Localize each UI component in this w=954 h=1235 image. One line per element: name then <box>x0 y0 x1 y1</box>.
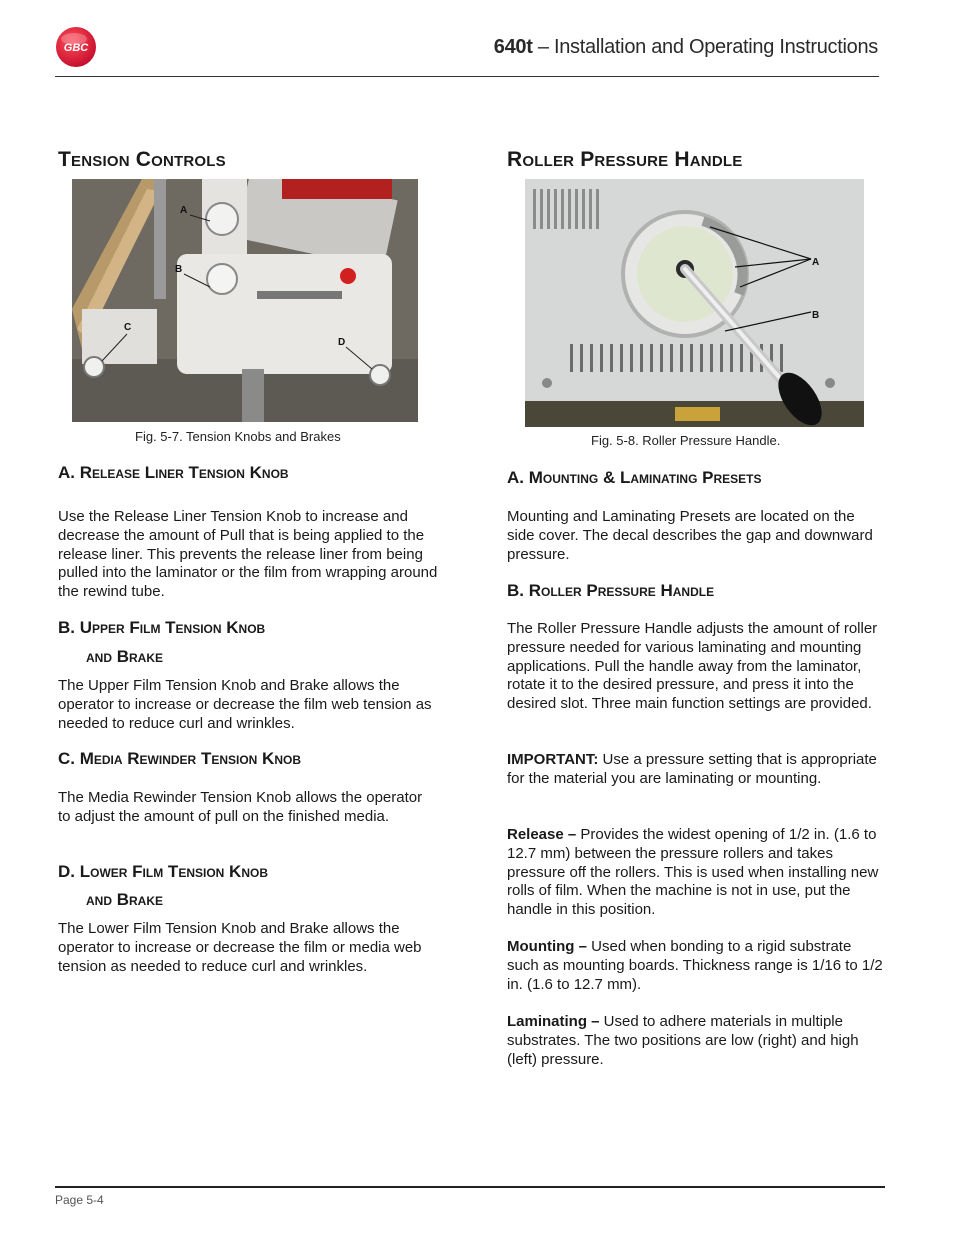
body-roller-pressure-handle: The Roller Pressure Handle adjusts the amount of roller pressure needed for various laminating and mounting applications. Pull the handle away from the laminator, rotate it to the desired pressure, and press it into the desired slot. Three main function settings are provided. <box>507 620 878 713</box>
heading-roller-pressure-handle: B. Roller Pressure Handle <box>507 581 715 600</box>
important-body: Use a pressure setting that is appropriate for the material you are laminating or mounting. <box>507 751 877 787</box>
mounting-label: Mounting – <box>507 938 587 955</box>
header-divider <box>55 76 879 77</box>
figure-tension-knobs-photo <box>72 179 418 422</box>
body-mounting-laminating-presets: Mounting and Laminating Presets are located on the side cover. The decal describes the gap and downward pressure. <box>507 508 873 563</box>
page-number: Page 5-4 <box>55 1193 104 1207</box>
mounting-body: Used when bonding to a rigid substrate such as mounting boards. Thickness range is 1/16 to 1/2 in. (1.6 to 12.7 mm). <box>507 938 883 993</box>
section-title-tension-controls: Tension Controls <box>58 148 226 171</box>
heading-lower-film-brake: and Brake <box>86 890 163 909</box>
header-title <box>494 36 878 59</box>
laminating-setting-description <box>507 1013 885 1069</box>
important-note <box>507 751 885 789</box>
heading-mounting-laminating-presets: A. Mounting & Laminating Presets <box>507 468 762 487</box>
body-lower-film-tension-knob: The Lower Film Tension Knob and Brake allows the operator to increase or decrease the film or media web tension as needed to reduce curl and wrinkles. <box>58 920 422 975</box>
laminating-label: Laminating – <box>507 1013 600 1030</box>
heading-upper-film-brake: and Brake <box>86 647 163 666</box>
heading-media-rewinder-tension-knob: C. Media Rewinder Tension Knob <box>58 749 302 768</box>
header-title-rest: – Installation and Operating Instructions <box>532 36 878 58</box>
figure-label-d: D <box>338 337 346 348</box>
release-label: Release – <box>507 826 577 843</box>
release-setting-description <box>507 826 885 920</box>
mounting-setting-description <box>507 938 885 994</box>
figure-caption-5-7: Fig. 5-7. Tension Knobs and Brakes <box>135 429 341 444</box>
heading-lower-film-tension-knob: D. Lower Film Tension Knob <box>58 862 268 881</box>
figure-caption-5-8: Fig. 5-8. Roller Pressure Handle. <box>591 433 781 448</box>
important-label: IMPORTANT: <box>507 751 599 768</box>
svg-text:GBC: GBC <box>63 42 89 54</box>
figure-roller-pressure-handle-photo <box>525 179 864 427</box>
body-media-rewinder-tension-knob: The Media Rewinder Tension Knob allows the operator to adjust the amount of pull on the finished media. <box>58 789 423 825</box>
figure-label-b: B <box>812 310 820 321</box>
figure-label-a: A <box>180 205 188 216</box>
laminating-body: Used to adhere materials in multiple substrates. The two positions are low (right) and high (left) pressure. <box>507 1013 859 1068</box>
footer-divider <box>55 1186 885 1188</box>
gbc-logo <box>55 26 97 68</box>
section-title-roller-pressure-handle: Roller Pressure Handle <box>507 148 743 171</box>
header-title-model: 640t <box>493 36 533 58</box>
figure-label-c: C <box>124 322 132 333</box>
heading-upper-film-tension-knob: B. Upper Film Tension Knob <box>58 618 266 637</box>
figure-label-a: A <box>812 257 820 268</box>
figure-label-b: B <box>175 264 183 275</box>
release-body: Provides the widest opening of 1/2 in. (1.6 to 12.7 mm) between the pressure rollers and takes pressure off the rollers. This is used when installing new rolls of film. When the machine is not in use, put the handle in this position. <box>507 826 879 919</box>
heading-release-liner-tension-knob: A. Release Liner Tension Knob <box>58 463 289 482</box>
body-release-liner-tension-knob: Use the Release Liner Tension Knob to increase and decrease the amount of Pull that is being applied to the release liner. This prevents the release liner from being pulled into the laminator or the film from wrapping around the rewind tube. <box>58 508 438 601</box>
body-upper-film-tension-knob: The Upper Film Tension Knob and Brake allows the operator to increase or decrease the film web tension as needed to reduce curl and wrinkles. <box>58 677 432 732</box>
